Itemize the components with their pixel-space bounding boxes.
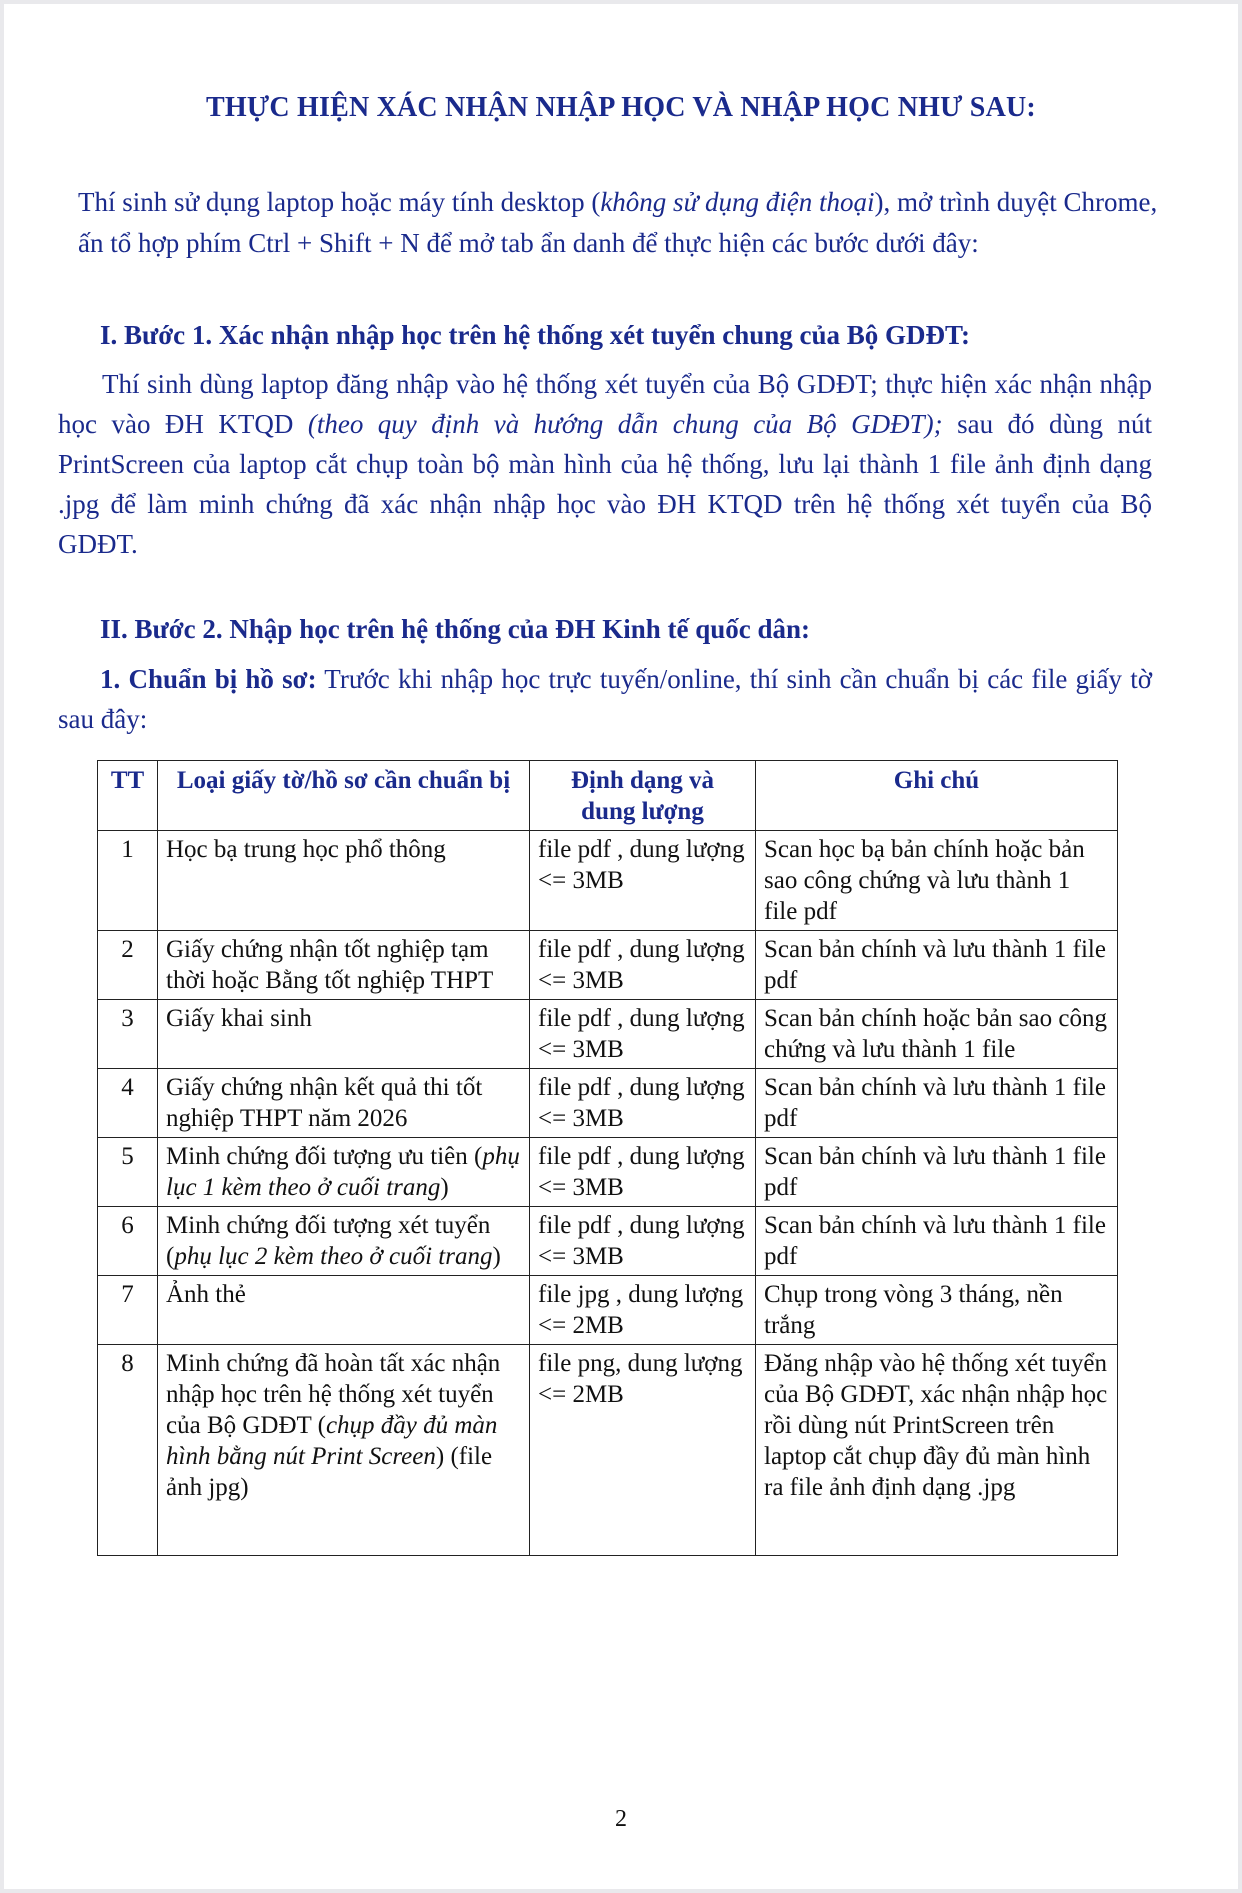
row-note: Scan học bạ bản chính hoặc bản sao công chứng và lưu thành 1 file pdf (756, 831, 1118, 931)
row-number: 2 (98, 931, 158, 1000)
table-row (98, 1069, 1118, 1138)
row-number: 1 (98, 831, 158, 931)
row-document-italic: chụp đầy đủ màn hình bằng nút Print Screen (166, 1412, 498, 1470)
row-document-end: ) (492, 1243, 501, 1270)
prep-label: 1. Chuẩn bị hồ sơ: (100, 664, 317, 694)
step2-heading: II. Bước 2. Nhập học trên hệ thống của ĐH Kinh tế quốc dân: (100, 614, 810, 644)
row-format: file pdf , dung lượng <= 3MB (530, 831, 756, 931)
row-document: Học bạ trung học phổ thông (158, 831, 530, 931)
row-document-italic: phụ lục 2 kèm theo ở cuối trang (174, 1243, 493, 1270)
row-format: file jpg , dung lượng <= 2MB (530, 1276, 756, 1345)
table-row (98, 831, 1118, 931)
intro-text-1: Thí sinh sử dụng laptop hoặc máy tính desktop ( (78, 187, 601, 217)
documents-table (97, 760, 1118, 1556)
row-note: Scan bản chính và lưu thành 1 file pdf (756, 1069, 1118, 1138)
step1-heading: I. Bước 1. Xác nhận nhập học trên hệ thống xét tuyển chung của Bộ GDĐT: (100, 320, 970, 350)
row-note: Đăng nhập vào hệ thống xét tuyển của Bộ GDĐT, xác nhận nhập học rồi dùng nút PrintScreen trên laptop cắt chụp đầy đủ màn hình ra file ảnh định dạng .jpg (756, 1345, 1118, 1556)
row-note: Scan bản chính và lưu thành 1 file pdf (756, 1138, 1118, 1207)
intro-text-2: ), mở trình duyệt Chrome, ấn tổ hợp phím Ctrl + Shift + N để mở tab ẩn danh để thực hiện các bước dưới đây: (78, 187, 1158, 258)
intro-paragraph (78, 182, 1158, 264)
step1-italic: (theo quy định và hướng dẫn chung của Bộ GDĐT); (307, 409, 943, 439)
row-note: Scan bản chính và lưu thành 1 file pdf (756, 931, 1118, 1000)
document-page (4, 4, 1238, 1889)
row-number: 3 (98, 1000, 158, 1069)
row-note: Chụp trong vòng 3 tháng, nền trắng (756, 1276, 1118, 1345)
table-row (98, 931, 1118, 1000)
row-note: Scan bản chính hoặc bản sao công chứng và lưu thành 1 file (756, 1000, 1118, 1069)
row-number: 8 (98, 1345, 158, 1556)
row-document-text: Minh chứng đã hoàn tất xác nhận nhập học trên hệ thống xét tuyển của Bộ GDĐT ( (166, 1350, 501, 1439)
row-document (158, 1345, 530, 1556)
row-number: 5 (98, 1138, 158, 1207)
step1-paragraph (58, 364, 1152, 564)
row-number: 6 (98, 1207, 158, 1276)
table-row (98, 1138, 1118, 1207)
intro-italic: không sử dụng điện thoại (600, 187, 875, 217)
table-row (98, 1276, 1118, 1345)
step1-text-2: sau đó dùng nút PrintScreen của laptop cắt chụp toàn bộ màn hình của hệ thống, lưu lại thành 1 file ảnh định dạng .jpg để làm minh chứng đã xác nhận nhập học vào ĐH KTQD trên hệ thống xét tuyển của Bộ GDĐT. (58, 409, 1153, 559)
row-note: Scan bản chính và lưu thành 1 file pdf (756, 1207, 1118, 1276)
row-document: Giấy chứng nhận tốt nghiệp tạm thời hoặc Bằng tốt nghiệp THPT (158, 931, 530, 1000)
header-tt: TT (98, 761, 158, 831)
prep-paragraph (58, 659, 1152, 739)
table-row (98, 1207, 1118, 1276)
row-format: file pdf , dung lượng <= 3MB (530, 1138, 756, 1207)
table-header-row (98, 761, 1118, 831)
row-format: file pdf , dung lượng <= 3MB (530, 1000, 756, 1069)
row-format: file pdf , dung lượng <= 3MB (530, 931, 756, 1000)
row-number: 4 (98, 1069, 158, 1138)
page-number: 2 (615, 1806, 627, 1832)
prep-text: Trước khi nhập học trực tuyến/online, thí sinh cần chuẩn bị các file giấy tờ sau đây: (58, 664, 1153, 734)
header-format: Định dạng và dung lượng (530, 761, 756, 831)
row-document-text: Minh chứng đối tượng ưu tiên ( (166, 1143, 483, 1170)
row-document: Giấy khai sinh (158, 1000, 530, 1069)
row-document-end: ) (440, 1174, 449, 1201)
step1-text-1: Thí sinh dùng laptop đăng nhập vào hệ thống xét tuyển của Bộ GDĐT; thực hiện xác nhận nhập học vào ĐH KTQD (58, 369, 1152, 439)
row-format: file pdf , dung lượng <= 3MB (530, 1069, 756, 1138)
page-title: THỰC HIỆN XÁC NHẬN NHẬP HỌC VÀ NHẬP HỌC NHƯ SAU: (206, 92, 1036, 123)
row-number: 7 (98, 1276, 158, 1345)
row-format: file pdf , dung lượng <= 3MB (530, 1207, 756, 1276)
row-document-italic: phụ lục 1 kèm theo ở cuối trang (166, 1143, 520, 1201)
row-format: file png, dung lượng <= 2MB (530, 1345, 756, 1556)
row-document (158, 1138, 530, 1207)
header-note: Ghi chú (756, 761, 1118, 831)
table-row (98, 1000, 1118, 1069)
row-document: Giấy chứng nhận kết quả thi tốt nghiệp THPT năm 2026 (158, 1069, 530, 1138)
row-document-text: Minh chứng đối tượng xét tuyển ( (166, 1212, 491, 1270)
table-row (98, 1345, 1118, 1556)
row-document (158, 1207, 530, 1276)
row-document: Ảnh thẻ (158, 1276, 530, 1345)
header-document-type: Loại giấy tờ/hồ sơ cần chuẩn bị (158, 761, 530, 831)
row-document-end: ) (file ảnh jpg) (166, 1443, 493, 1501)
